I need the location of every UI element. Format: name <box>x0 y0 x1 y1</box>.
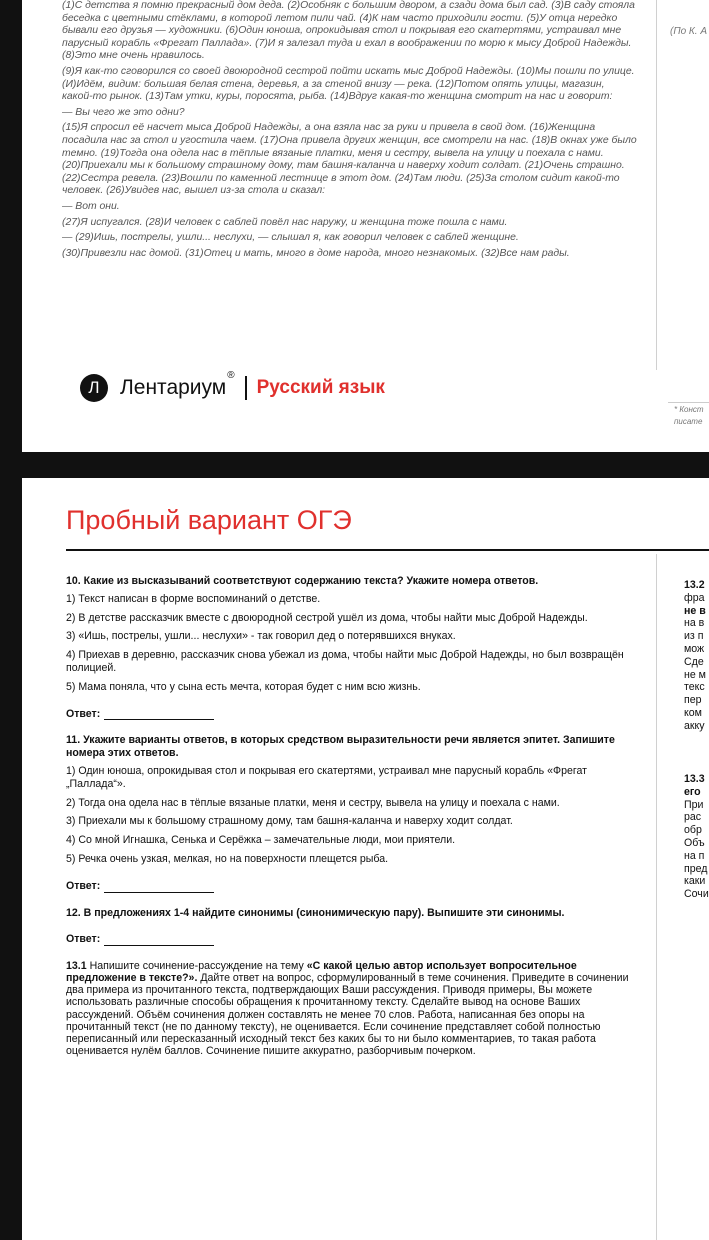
fragment-line: мож <box>684 642 705 655</box>
question-13-1 <box>66 960 646 1057</box>
fragment-line: Сочи <box>684 888 709 901</box>
question-12-title: 12. В предложениях 1-4 найдите синонимы (синонимическую пару). Выпишите эти синонимы. <box>66 906 565 919</box>
fragment-line: Объ <box>684 836 705 849</box>
story-paragraph: (27)Я испугался. (28)И человек с саблей повёл нас наружу, и женщина тоже пошла с нами. <box>62 216 508 228</box>
question-11-title: 11. Укажите варианты ответов, в которых средством выразительности речи является эпитет. Запишите номера этих ответов. <box>66 734 615 760</box>
story-paragraph: — Вот они. <box>62 200 120 212</box>
fragment-line: 13.3 <box>684 773 705 785</box>
question-13-1-body: Дайте ответ на вопрос, сформулированный в теме сочинения. Приведите в сочинении два примера из прочитанного текста, подтверждающих Ваши рассуждения. Приводя примеры, Вы можете использовать различные способы обращения к прочитанному тексту. Сделайте вывод на основе Ваших рассуждений. Объём сочинения должен составлять не менее 70 слов. Работа, написанная без опоры на прочитанный текст (не по данному тексту), не оценивается. Если сочинение представляет собой полностью переписанный или пересказанный исходный текст без каких бы то ни было комментариев, то такая работа оценивается нулём баллов. Сочинение пишите аккуратно, разборчивым почерком. <box>66 972 629 1057</box>
question-10-option: 4) Приехав в деревню, рассказчик снова убежал из дома, чтобы найти мыс Доброй Надежды, но был возвращён полицией. <box>66 649 624 674</box>
source-attribution: (По К. А <box>670 26 708 37</box>
fragment-line: рас <box>684 811 702 824</box>
lentarium-logo <box>80 370 385 402</box>
question-11-option: 4) Со мной Игнашка, Сенька и Серёжка – замечательные люди, мои приятели. <box>66 834 456 847</box>
fragment-line: пред <box>684 862 708 875</box>
fragment-line: не м <box>684 668 706 681</box>
story-paragraph: (15)Я спросил её насчет мыса Доброй Надежды, а она взяла нас за руки и привела в свой дом. (16)Женщина посадила нас за стол и угостила чаем. (17)Она привела других женщин, все смотрели на нас. (18)В окнах уже было темно. (19)Тогда она одела нас в тёплые вязаные платки, меня и сестру, вывела на улицу и поехала с нами. (20)Приехали мы к большому страшному дому, там башня-каланча и наверху ходит солдат. (21)Очень страшно. (22)Сестра ревела. (23)Вошли по каменной лестнице в этот дом. (24)Там люди. (25)За столом сидит какой-то человек. (26)Увидев нас, вышел из-за стола и сказал: <box>62 122 637 197</box>
answer-field-12[interactable] <box>66 933 646 946</box>
question-12 <box>66 907 646 920</box>
column-divider <box>656 0 657 370</box>
question-13-1-lead: Напишите сочинение-рассуждение на тему <box>86 960 307 973</box>
title-underline <box>66 549 709 551</box>
question-13-1-topic: «С какой целью автор использует вопросительное предложение в тексте?». <box>66 960 577 985</box>
registered-mark: ® <box>227 370 235 381</box>
top-page <box>22 0 709 452</box>
answer-label: Ответ: <box>66 933 101 946</box>
question-13-1-number: 13.1 <box>66 960 87 973</box>
question-10-option: 2) В детстве рассказчик вместе с двоюродной сестрой ушёл из дома, чтобы найти мыс Доброй Надежды. <box>66 611 588 624</box>
logo-badge: Л <box>80 374 108 402</box>
footnote-line-1: * Конст <box>674 405 704 414</box>
story-paragraph: (1)С детства я помню прекрасный дом деда. (2)Особняк с большим двором, а сзади дома был сад. (3)В саду стояла беседка с цветными стёклами, в которой летом пили чай. (4)К нам часто приходили гости. (5)У отца нередко бывали его друзья — художники. (6)Один юноша, опрокидывая стол и покрывая его скатертями, устраивал мне парусный корабль «Фрегат Паллада». (7)И я залезал туда и ехал в воображении по морю к мысу Доброй Надежды. (8)Это мне очень нравилось. <box>62 0 635 62</box>
questions-column <box>66 575 646 1057</box>
fragment-line: текс <box>684 681 705 694</box>
logo-separator <box>245 376 247 400</box>
answer-field-11[interactable] <box>66 880 646 893</box>
bottom-page <box>22 478 709 1240</box>
fragment-line: При <box>684 798 704 811</box>
fragment-line: на в <box>684 617 705 630</box>
logo-subject: Русский язык <box>256 377 385 398</box>
logo-name-text: Лентариум <box>120 376 227 399</box>
question-11-option: 5) Речка очень узкая, мелкая, но на поверхности плещется рыба. <box>66 852 389 865</box>
question-10-option: 1) Текст написан в форме воспоминаний о детстве. <box>66 592 321 605</box>
answer-line[interactable] <box>104 882 214 893</box>
fragment-line: Сде <box>684 655 704 668</box>
fragment-line: его <box>684 785 701 798</box>
fragment-line: из п <box>684 630 704 643</box>
fragment-line: не в <box>684 604 706 617</box>
logo-name <box>120 370 235 400</box>
answer-label: Ответ: <box>66 879 101 892</box>
footnote-divider <box>668 402 709 403</box>
answer-line[interactable] <box>104 709 214 720</box>
story-paragraph: — (29)Ишь, пострелы, ушли... неслухи, — слышал я, как говорил человек с саблей женщине. <box>62 232 519 244</box>
fragment-line: каки <box>684 875 706 888</box>
question-10-title: 10. Какие из высказываний соответствуют содержанию текста? Укажите номера ответов. <box>66 575 539 587</box>
fragment-line: фра <box>684 591 705 604</box>
question-13-3-fragment <box>684 773 709 901</box>
story-text <box>62 0 637 263</box>
question-11 <box>66 734 646 865</box>
footnote-line-2: писате <box>674 417 703 426</box>
answer-line[interactable] <box>104 935 214 946</box>
question-11-option: 3) Приехали мы к большому страшному дому, там башня-каланча и наверху ходит солдат. <box>66 815 513 828</box>
page-title: Пробный вариант ОГЭ <box>66 505 352 535</box>
fragment-line: пер <box>684 694 702 707</box>
answer-field-10[interactable] <box>66 708 646 721</box>
answer-label: Ответ: <box>66 707 101 720</box>
fragment-line: 13.2 <box>684 579 705 591</box>
fragment-line: акку <box>684 719 705 732</box>
fragment-line: ком <box>684 706 702 719</box>
question-11-option: 2) Тогда она одела нас в тёплые вязаные платки, меня и сестру, вывела на улицу и поехала с нами. <box>66 796 560 809</box>
question-11-option: 1) Один юноша, опрокидывая стол и покрывая его скатертями, устраивал мне парусный корабль «Фрегат „Паллада“». <box>66 764 587 790</box>
question-10-option: 3) «Ишь, пострелы, ушли... неслухи» - так говорил дед о потерявшихся внуках. <box>66 630 456 643</box>
story-paragraph: (30)Привезли нас домой. (31)Отец и мать, много в доме народа, много незнакомых. (32)Все нам рады. <box>62 247 570 259</box>
fragment-line: обр <box>684 824 702 837</box>
story-paragraph: — Вы чего же это одни? <box>62 106 185 118</box>
fragment-line: на п <box>684 849 705 862</box>
story-paragraph: (9)Я как-то сговорился со своей двоюродной сестрой пойти искать мыс Доброй Надежды. (10)Мы пошли по улице. (И)Идём, видим: большая белая стена, деревья, а за стеной внизу — река. (12)Потом опять улицы, магазин, какой-то рынок. (13)Там утки, куры, поросята, рыба. (14)Вдруг какая-то женщина смотрит на нас и говорит: <box>62 65 635 103</box>
question-10 <box>66 575 646 694</box>
column-divider <box>656 554 657 1240</box>
question-10-option: 5) Мама поняла, что у сына есть мечта, которая будет с ним всю жизнь. <box>66 680 421 693</box>
question-13-2-fragment <box>684 579 709 733</box>
